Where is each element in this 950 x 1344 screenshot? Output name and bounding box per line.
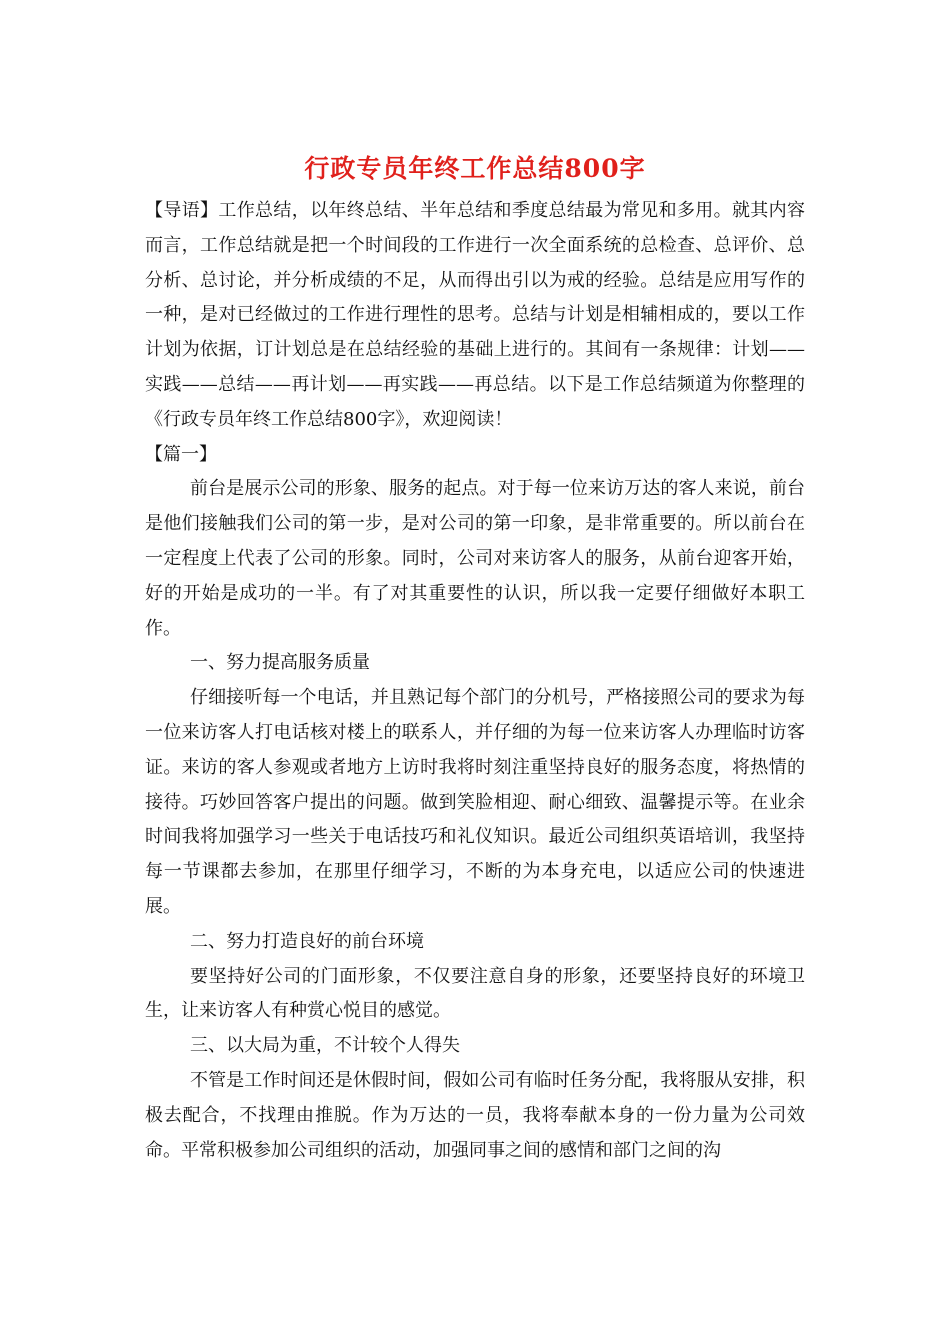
document-title: 行政专员年终工作总结800字 xyxy=(304,154,646,183)
section-heading-2: 二、努力打造良好的前台环境 xyxy=(190,930,424,952)
section-heading-3: 三、以大局为重，不计较个人得失 xyxy=(190,1035,460,1057)
intro-paragraph: 【导语】工作总结，以年终总结、半年总结和季度总结最为常见和多用。就其内容而言，工作总结就是把一个时间段的工作进行一次全面系统的总检查、总评价、总分析、总讨论，并分析成绩的不足，从而得出引以为戒的经验。总结是应用写作的一种，是对已经做过的工作进行理性的思考。总结与计划是相辅相成的，要以工作计划为依据，订计划总是在总结经验的基础上进行的。其间有一条规律：计划——实践——总结——再计划——再实践——再总结。以下是工作总结频道为你整理的《行政专员年终工作总结800字》，欢迎阅读！ xyxy=(145,200,805,430)
body-paragraph-1: 前台是展示公司的形象、服务的起点。对于每一位来访万达的客人来说，前台是他们接触我们公司的第一步，是对公司的第一印象，是非常重要的。所以前台在一定程度上代表了公司的形象。同时，公司对来访客人的服务，从前台迎客开始，好的开始是成功的一半。有了对其重要性的认识，所以我一定要仔细做好本职工作。 xyxy=(145,478,805,639)
document-page xyxy=(145,148,805,1168)
section-heading-1: 一、努力提高服务质量 xyxy=(190,652,370,674)
section-label: 【篇一】 xyxy=(145,443,217,465)
body-paragraph-2: 仔细接听每一个电话，并且熟记每个部门的分机号，严格接照公司的要求为每一位来访客人打电话核对楼上的联系人，并仔细的为每一位来访客人办理临时访客证。来访的客人参观或者地方上访时我将时刻注重坚持良好的服务态度，将热情的接待。巧妙回答客户提出的问题。做到笑脸相迎、耐心细致、温馨提示等。在业余时间我将加强学习一些关于电话技巧和礼仪知识。最近公司组织英语培训，我坚持每一节课都去参加，在那里仔细学习，不断的为本身充电，以适应公司的快速进展。 xyxy=(145,687,805,917)
body-paragraph-3: 要坚持好公司的门面形象，不仅要注意自身的形象，还要坚持良好的环境卫生，让来访客人有种赏心悦目的感觉。 xyxy=(145,965,805,1022)
body-paragraph-4: 不管是工作时间还是休假时间，假如公司有临时任务分配，我将服从安排，积极去配合，不找理由推脱。作为万达的一员，我将奉献本身的一份力量为公司效命。平常积极参加公司组织的活动，加强同事之间的感情和部门之间的沟 xyxy=(145,1069,805,1161)
